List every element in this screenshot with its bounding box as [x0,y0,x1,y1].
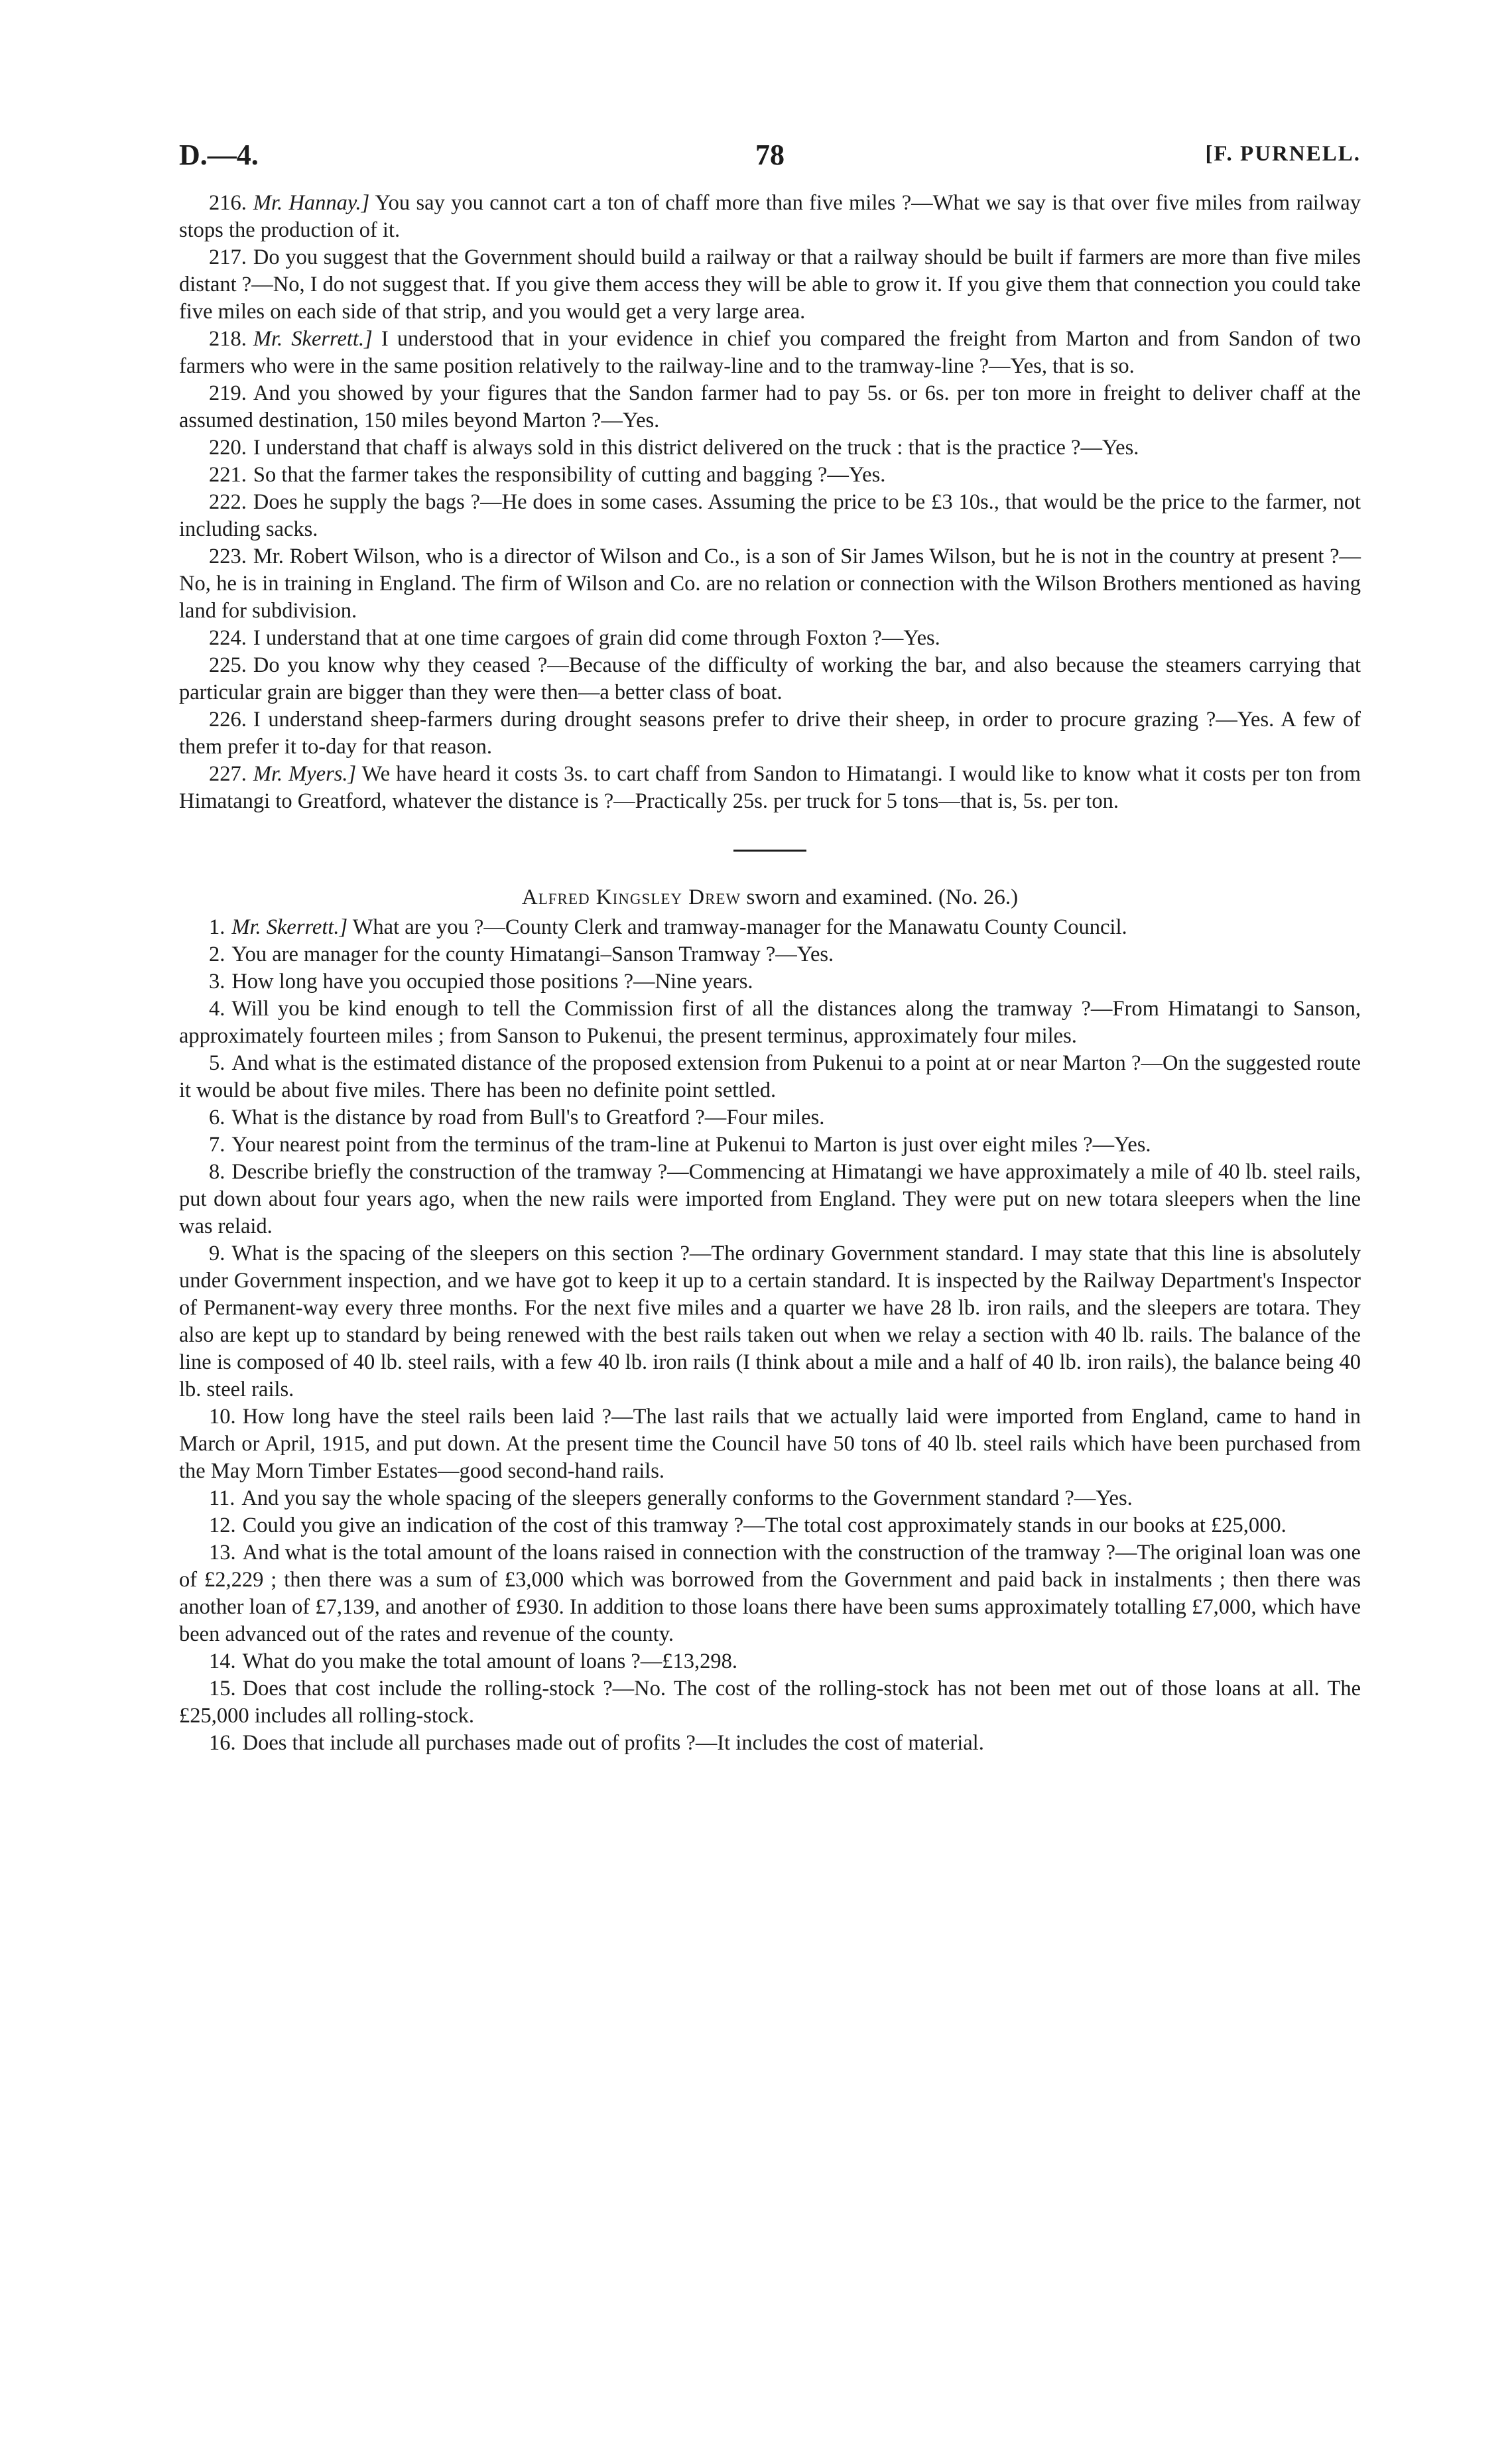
question-number: 3. [209,970,225,994]
question-paragraph [179,1675,1361,1730]
question-paragraph [179,244,1361,326]
question-paragraph [179,914,1361,941]
question-answer-text: Mr. Robert Wilson, who is a director of Wilson and Co., is a son of Sir James Wilson, but he is not in the country at present ?—No, he is in training in England. The firm of Wilson and Co. are no relation or connection with the Wilson Brothers mentioned as having land for subdivision. [179,545,1361,623]
question-number: 7. [209,1133,225,1157]
section-heading [179,883,1361,911]
question-number: 6. [209,1106,225,1129]
question-answer-text: So that the farmer takes the responsibility of cutting and bagging ?—Yes. [253,463,886,487]
question-answer-text: Will you be kind enough to tell the Commission first of all the distances along the tramway ?—From Himatangi to Sanson, approximately fourteen miles ; from Sanson to Pukenui, the present terminus, approximately four miles. [179,997,1361,1048]
question-paragraph [179,1730,1361,1757]
question-answer-text: And you say the whole spacing of the sleepers generally conforms to the Government standard ?—Yes. [241,1486,1133,1510]
question-paragraph [179,706,1361,761]
question-number: 9. [209,1242,225,1265]
question-number: 15. [209,1677,236,1701]
question-number: 219. [209,381,247,405]
question-number: 218. [209,327,247,351]
question-answer-text: I understand that chaff is always sold in this district delivered on the truck : that is the practice ?—Yes. [253,436,1139,460]
question-number: 220. [209,436,247,460]
question-number: 10. [209,1405,236,1429]
question-answer-text: I understand that at one time cargoes of grain did come through Foxton ?—Yes. [253,626,940,650]
question-paragraph [179,326,1361,380]
question-paragraph [179,652,1361,706]
question-answer-text: And what is the total amount of the loans raised in connection with the construction of the tramway ?—The original loan was one of £2,229 ; then there was a sum of £3,000 which was borrowed from the Government and paid back in instalments ; then there was another loan of £7,139, and another of £930. In addition to those loans there have been sums approximately totalling £7,000, which have been advanced out of the rates and revenue of the county. [179,1541,1361,1646]
question-number: 2. [209,942,225,966]
question-paragraph [179,1050,1361,1104]
question-number: 12. [209,1513,236,1537]
question-number: 216. [209,191,247,215]
question-answer-text: What is the spacing of the sleepers on this section ?—The ordinary Government standard. I may state that this line is absolutely under Government inspection, and we have got to keep it up to a certain standard. It is inspected by the Railway Department's Inspector of Permanent-way every three months. For the next five miles and a quarter we have 28 lb. iron rails, and the sleepers are totara. They also are kept up to standard by being renewed with the best rails taken out when we relay a section with 40 lb. rails. The balance of the line is composed of 40 lb. steel rails, with a few 40 lb. iron rails (I think about a mile and a half of 40 lb. iron rails), the balance being 40 lb. steel rails. [179,1242,1361,1401]
question-answer-text: You are manager for the county Himatangi–Sanson Tramway ?—Yes. [231,942,834,966]
page-content [179,138,1361,1757]
page-number: 78 [755,139,785,171]
question-paragraph [179,380,1361,434]
question-answer-text: We have heard it costs 3s. to cart chaff from Sandon to Himatangi. I would like to know what it costs per ton from Himatangi to Greatford, whatever the distance is ?—Practically 25s. per truck for 5 tons—that is, 5s. per ton. [179,762,1361,813]
question-number: 221. [209,463,247,487]
testimony-drew [179,914,1361,1757]
witness-full-name: Alfred Kingsley Drew [521,885,741,909]
question-answer-text: Describe briefly the construction of the tramway ?—Commencing at Himatangi we have approximately a mile of 40 lb. steel rails, put down about four years ago, when the new rails were imported from England. They were put on new totara sleepers when the line was relaid. [179,1160,1361,1238]
question-paragraph [179,1539,1361,1648]
question-answer-text: Does that cost include the rolling-stock ?—No. The cost of the rolling-stock has not been met out of those loans at all. The £25,000 includes all rolling-stock. [179,1677,1361,1728]
question-paragraph [179,968,1361,996]
question-answer-text: Could you give an indication of the cost of this tramway ?—The total cost approximately stands in our books at £25,000. [242,1513,1287,1537]
question-paragraph [179,1648,1361,1675]
question-answer-text: What is the distance by road from Bull's to Greatford ?—Four miles. [231,1106,825,1129]
speaker-label: Mr. Skerrett.] [253,327,373,351]
question-answer-text: What are you ?—County Clerk and tramway-manager for the Manawatu County Council. [347,915,1127,939]
question-number: 222. [209,490,247,514]
question-number: 225. [209,653,247,677]
question-paragraph [179,1104,1361,1131]
question-answer-text: And what is the estimated distance of the proposed extension from Pukenui to a point at or near Marton ?—On the suggested route it would be about five miles. There has been no definite point settled. [179,1051,1361,1102]
question-number: 14. [209,1649,236,1673]
question-answer-text: Do you suggest that the Government should build a railway or that a railway should be built if farmers are more than five miles distant ?—No, I do not suggest that. If you give them access they will be able to grow it. If you give them that connection you could take five miles on each side of that strip, and you would get a very large area. [179,245,1361,324]
question-answer-text: Do you know why they ceased ?—Because of the difficulty of working the bar, and also because the steamers carrying that particular grain are bigger than they were then—a better class of boat. [179,653,1361,704]
question-paragraph [179,996,1361,1050]
question-answer-text: How long have you occupied those positions ?—Nine years. [231,970,753,994]
question-answer-text: Does he supply the bags ?—He does in some cases. Assuming the price to be £3 10s., that would be the price to the farmer, not including sacks. [179,490,1361,541]
question-number: 16. [209,1731,236,1755]
question-number: 226. [209,708,247,732]
speaker-label: Mr. Skerrett.] [231,915,348,939]
speaker-label: Mr. Hannay.] [253,191,370,215]
question-number: 5. [209,1051,225,1075]
question-paragraph [179,190,1361,244]
question-paragraph [179,434,1361,462]
question-number: 217. [209,245,247,269]
question-number: 13. [209,1541,236,1565]
question-answer-text: You say you cannot cart a ton of chaff more than five miles ?—What we say is that over five miles from railway stops the production of it. [179,191,1361,242]
question-number: 4. [209,997,225,1021]
question-paragraph [179,462,1361,489]
question-paragraph [179,761,1361,815]
question-number: 11. [209,1486,235,1510]
question-answer-text: How long have the steel rails been laid ?—The last rails that we actually laid were imported from England, came to hand in March or April, 1915, and put down. At the present time the Council have 50 tons of 40 lb. steel rails which have been purchased from the May Morn Timber Estates—good second-hand rails. [179,1405,1361,1483]
question-paragraph [179,543,1361,625]
question-paragraph [179,489,1361,543]
question-answer-text: Does that include all purchases made out of profits ?—It includes the cost of material. [242,1731,984,1755]
question-paragraph [179,1485,1361,1512]
question-number: 1. [209,915,225,939]
question-answer-text: I understood that in your evidence in chief you compared the freight from Marton and from Sandon of two farmers who were in the same position relatively to the railway-line and to the tramway-line ?—Yes, that is so. [179,327,1361,378]
question-paragraph [179,625,1361,652]
question-number: 224. [209,626,247,650]
question-paragraph [179,1240,1361,1403]
question-paragraph [179,1159,1361,1240]
question-paragraph [179,1512,1361,1539]
question-answer-text: And you showed by your figures that the Sandon farmer had to pay 5s. or 6s. per ton more in freight to deliver chaff at the assumed destination, 150 miles beyond Marton ?—Yes. [179,381,1361,432]
question-number: 227. [209,762,247,786]
testimony-continued [179,190,1361,815]
question-answer-text: Your nearest point from the terminus of the tram-line at Pukenui to Marton is just over eight miles ?—Yes. [231,1133,1151,1157]
question-paragraph [179,1131,1361,1159]
question-answer-text: I understand sheep-farmers during drought seasons prefer to drive their sheep, in order to procure grazing ?—Yes. A few of them prefer it to-day for that reason. [179,708,1361,759]
question-paragraph [179,1403,1361,1485]
running-header [179,138,1361,190]
section-divider [733,850,806,852]
question-paragraph [179,941,1361,968]
witness-name: [F. PURNELL. [1205,142,1361,166]
question-answer-text: What do you make the total amount of loans ?—£13,298. [242,1649,738,1673]
question-number: 223. [209,545,247,568]
speaker-label: Mr. Myers.] [253,762,357,786]
section-heading-rest: sworn and examined. (No. 26.) [741,885,1019,909]
question-number: 8. [209,1160,225,1184]
document-code: D.—4. [179,139,259,171]
